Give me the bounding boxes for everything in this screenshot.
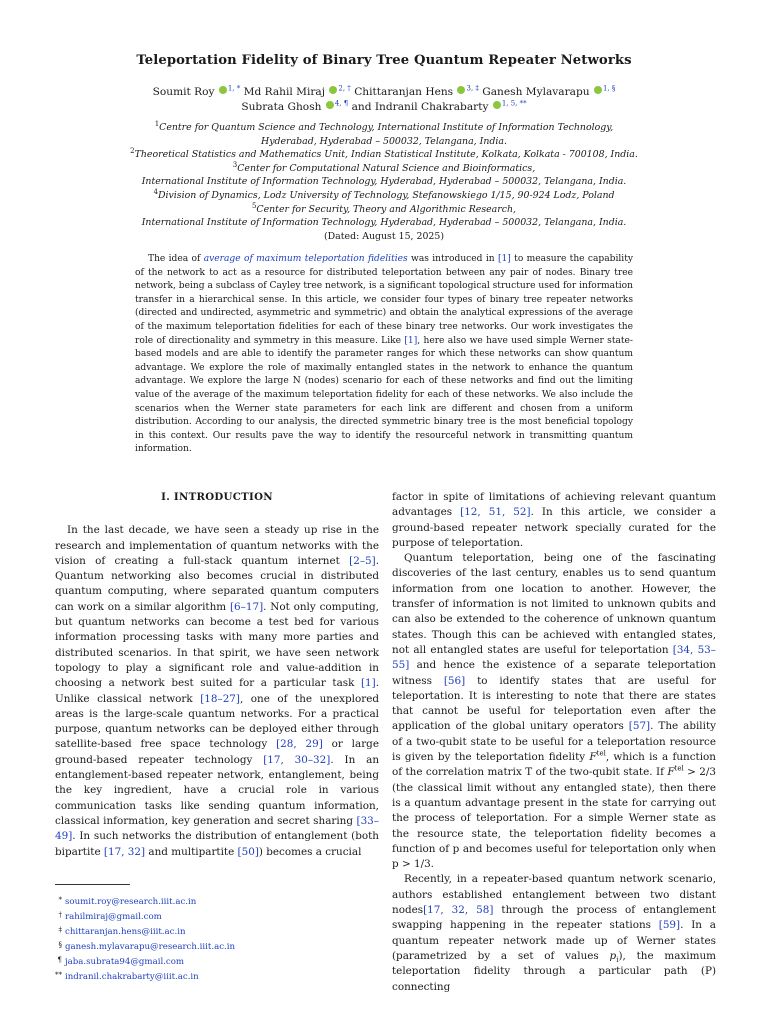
citation-link[interactable]: [6–17]	[229, 600, 264, 613]
footnotes	[48, 894, 378, 985]
citation-link[interactable]: [17, 30–32]	[263, 753, 331, 766]
author-name: Soumit Roy	[152, 86, 215, 98]
citation-link[interactable]: [50]	[237, 845, 259, 858]
abstract-text: was introduced in	[407, 254, 498, 264]
body-paragraph: factor in spite of limitations of achieving relevant quantum advantages [12, 51, 52]. In this article, we consider a ground-based repeater network specially curated for the purpose of teleportation.	[392, 491, 716, 549]
citation-link[interactable]: [59]	[658, 919, 681, 932]
orcid-icon[interactable]	[594, 86, 602, 94]
footnote-mark: ¶	[57, 956, 62, 965]
orcid-icon[interactable]	[329, 86, 337, 94]
affiliation-line: Theoretical Statistics and Mathematics Unit, Indian Statistical Institute, Kolkata, Kolkata - 700108, India.	[134, 149, 638, 161]
abstract-text: to measure the capability of the network to act as a resource for distributed teleportation between any pair of nodes. Binary tree network, being a subclass of Cayley tree network, is a significant topological structure used for information transfer in a hierarchical sense. In this article, we consider four types of binary tree repeater networks (directed and undirected, asymmetric and symmetric) and obtain the analytical expressions of the average of the maximum teleportation fidelities for each of these binary tree networks. Our work investigates the role of directionality and symmetry in this measure. Like	[135, 254, 634, 346]
author-list	[130, 85, 638, 115]
footnote-mark: ‡	[58, 926, 62, 935]
right-column	[392, 490, 716, 995]
right-paragraphs	[392, 490, 716, 995]
author-name: Chittaranjan Hens	[354, 86, 454, 98]
affiliation-number: 4	[153, 187, 158, 196]
citation-link[interactable]: [34, 53–55]	[392, 643, 716, 672]
citation-link[interactable]: [2–5]	[349, 554, 376, 567]
citation-link[interactable]: [28, 29]	[276, 738, 323, 751]
affiliation-line: Center for Computational Natural Science and Bioinformatics,	[237, 162, 536, 174]
affiliation-number: 1	[154, 119, 160, 128]
author-name: Subrata Ghosh	[241, 101, 322, 113]
citation-link[interactable]: [1]	[404, 335, 418, 346]
affiliation-line: International Institute of Information Technology, Hyderabad, Hyderabad – 500032, Telangana, India.	[141, 176, 627, 188]
body-paragraph: Recently, in a repeater-based quantum network scenario, authors established entanglement between two distant nodes[17, 32, 58] through the process of entanglement swapping happening in the repeater stations [59]. In a quantum repeater network made up of Werner states (parametrized by a set of values $p_i$), the maximum teleportation fidelity through a particular path (P) connecting	[392, 873, 716, 993]
author-marks[interactable]: 1, §	[602, 84, 616, 93]
footnote	[48, 939, 378, 954]
author-marks[interactable]: 1, *	[227, 84, 241, 93]
orcid-icon[interactable]	[493, 101, 501, 109]
affiliation-line: Center for Security, Theory and Algorithmic Research,	[256, 203, 517, 215]
author-marks[interactable]: 2, †	[338, 84, 351, 93]
citation-link[interactable]: [57]	[628, 720, 651, 733]
abstract-text: , here also we have used simple Werner state-based models and are able to identify the parameter ranges for which these networks can show quantum advantage. We explore the role of maximally entangled states in the network to enhance the quantum advantage. We explore the large N (nodes) scenario for each of these networks and find out the limiting value of the average of the maximum teleportation fidelity for each of these networks. We also include the scenarios when the Werner state parameters for each link are different and chosen from a uniform distribution. According to our analysis, the directed symmetric binary tree is the most beneficial topology in this context. Our results pave the way to identify the resourceful network in transmitting quantum information.	[135, 335, 634, 455]
dated-line: (Dated: August 15, 2025)	[323, 231, 445, 242]
email-link[interactable]: ganesh.mylavarapu@research.iiit.ac.in	[65, 942, 236, 953]
email-link[interactable]: jaba.subrata94@gmail.com	[65, 957, 185, 968]
email-link[interactable]: chittaranjan.hens@iiit.ac.in	[65, 927, 186, 938]
email-link[interactable]: indranil.chakrabarty@iiit.ac.in	[65, 972, 199, 983]
orcid-icon[interactable]	[326, 101, 334, 109]
citation-link[interactable]: [56]	[443, 674, 466, 687]
footnote-mark: †	[58, 911, 62, 920]
affiliation-number: 3	[232, 160, 238, 169]
footnote-mark: §	[58, 941, 62, 950]
affiliation-line: Hyderabad, Hyderabad – 500032, Telangana, India.	[261, 135, 507, 147]
abstract	[135, 253, 633, 457]
citation-link[interactable]: [12, 51, 52]	[460, 506, 531, 519]
abstract-text: The idea of	[148, 254, 204, 264]
author-name: Ganesh Mylavarapu	[482, 86, 590, 98]
citation-link[interactable]: [17, 32]	[103, 845, 146, 858]
section-heading: I. INTRODUCTION	[161, 491, 273, 503]
citation-link[interactable]: [17, 32, 58]	[423, 904, 494, 917]
authors-conjunction: and	[351, 101, 372, 113]
author-marks[interactable]: 1, 5, **	[501, 99, 527, 108]
left-column	[55, 490, 379, 860]
affiliation-number: 5	[251, 201, 257, 210]
footnote-mark: **	[55, 971, 62, 980]
citation-link[interactable]: [33–49]	[55, 814, 379, 843]
abstract-emphasis: average of maximum teleportation fidelities	[203, 254, 408, 264]
email-link[interactable]: soumit.roy@research.iiit.ac.in	[65, 897, 197, 907]
footnote-rule	[55, 884, 130, 885]
body-paragraph: Quantum teleportation, being one of the fascinating discoveries of the last century, enables us to send quantum information from one location to another. However, the transfer of information is not limited to unknown qubits and can also be extended to the coherence of unknown quantum states. Though this can be achieved with entangled states, not all entangled states are useful for teleportation [34, 53–55] and hence the existence of a separate teleportation witness [56] to identify states that are useful for teleportation. It is interesting to note that there are states that cannot be useful for teleportation even after the application of the global unitary operators [57]. The ability of a two-qubit state to be useful for a teleportation resource is given by the teleportation fidelity $F^{tel}$, which is a function of the correlation matrix T of the two-qubit state. If $F^{tel} > 2/3$ (the classical limit without any entangled state), then there is a quantum advantage present in the state for carrying out the process of teleportation. For a simple Werner state as the resource state, the teleportation fidelity becomes a function of p and becomes useful for teleportation only when p > 1/3.	[392, 552, 717, 871]
author-name: Md Rahil Miraj	[243, 86, 326, 98]
orcid-icon[interactable]	[457, 86, 465, 94]
affiliation-number: 2	[130, 147, 135, 156]
citation-link[interactable]: [1]	[497, 254, 511, 264]
citation-link[interactable]: [18–27]	[200, 692, 240, 705]
footnote	[48, 954, 378, 969]
footnote	[48, 894, 378, 909]
affiliations	[90, 121, 678, 230]
orcid-icon[interactable]	[219, 86, 227, 94]
footnote	[48, 969, 378, 984]
author-marks[interactable]: 3, ‡	[466, 84, 479, 93]
email-link[interactable]: rahilmiraj@gmail.com	[65, 912, 162, 923]
footnote	[48, 909, 378, 924]
body-paragraph: In the last decade, we have seen a steady up rise in the research and implementation of quantum networks with the vision of creating a full-stack quantum internet [2–5]. Quantum networking also becomes crucial in distributed quantum computing, where separated quantum computers can work on a similar algorithm [6–17]. Not only computing, but quantum networks can become a test bed for various information processing tasks with many more parties and distributed scenarios. In that spirit, we have seen network topology to play a significant role and value-addition in choosing a network best suited for a particular task [1]. Unlike classical network [18–27], one of the unexplored areas is the large-scale quantum networks. For a practical purpose, quantum networks can be deployed either through satellite-based free space technology [28, 29] or large ground-based repeater technology [17, 30–32]. In an entanglement-based repeater network, entanglement, being the key ingredient, have a crucial role in various communication tasks like sending quantum information, classical information, key generation and secret sharing [33–49]. In such networks the distribution of entanglement (both bipartite [17, 32] and multipartite [50]) becomes a crucial	[55, 524, 380, 858]
footnote	[48, 924, 378, 939]
left-paragraphs	[55, 523, 379, 860]
footnote-mark: *	[58, 896, 62, 904]
author-marks[interactable]: 4, ¶	[334, 99, 349, 108]
paper-title: Teleportation Fidelity of Binary Tree Quantum Repeater Networks	[136, 53, 632, 68]
affiliation-line: Centre for Quantum Science and Technology, International Institute of Information Technology,	[159, 122, 614, 133]
citation-link[interactable]: [1]	[360, 677, 376, 690]
affiliation-line: International Institute of Information Technology, Hyderabad, Hyderabad – 500032, Telangana, India.	[141, 217, 627, 229]
affiliation-line: Division of Dynamics, Lodz University of Technology, Stefanowskiego 1/15, 90-924 Lodz, Poland	[157, 189, 615, 201]
author-name: Indranil Chakrabarty	[374, 101, 489, 113]
